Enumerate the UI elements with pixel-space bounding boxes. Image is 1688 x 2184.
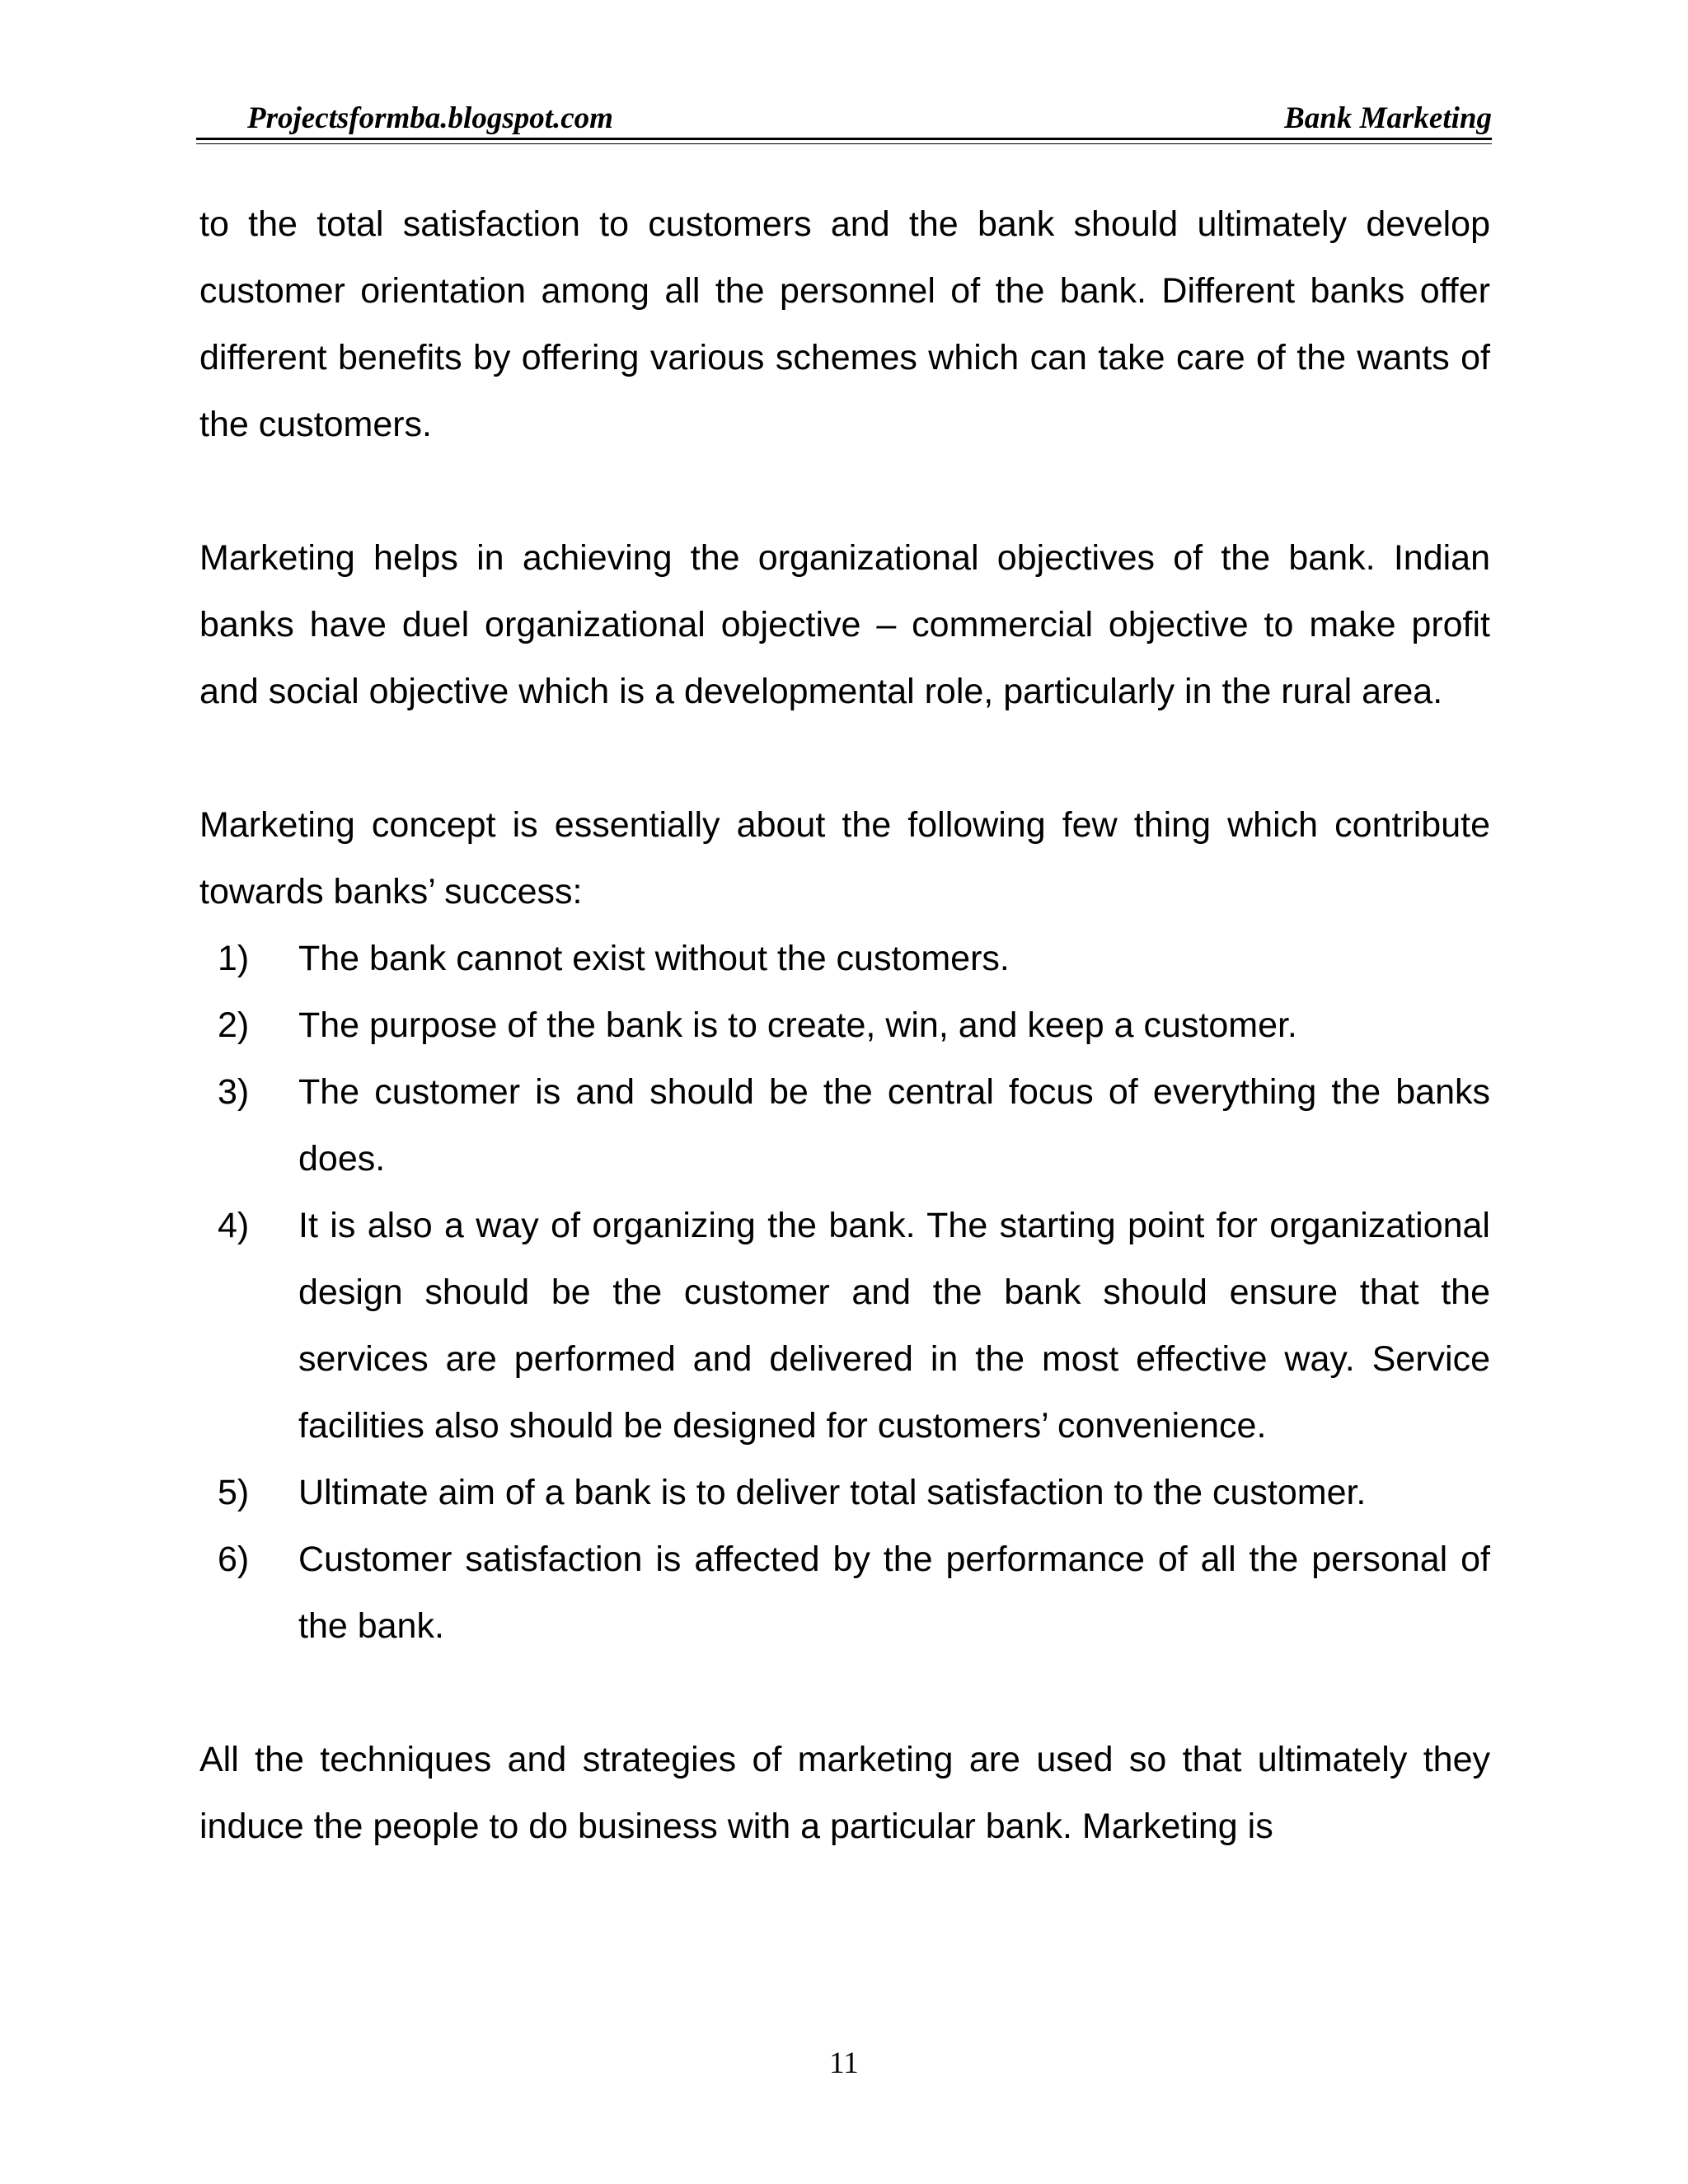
list-item-text: The bank cannot exist without the customers.	[298, 939, 1010, 978]
list-item	[199, 926, 1490, 992]
list-item-text: The purpose of the bank is to create, win, and keep a customer.	[298, 1005, 1297, 1045]
header-rule-thin	[196, 143, 1492, 144]
list-item-text: Customer satisfaction is affected by the performance of all the personal of the bank.	[298, 1540, 1490, 1646]
list-item-number: 1)	[218, 939, 250, 978]
list-item-number: 6)	[218, 1540, 250, 1579]
list-item-text: It is also a way of organizing the bank. The starting point for organizational design should be the customer and the bank should ensure that the services are performed and delivered in the most effective way. Service facilities also should be designed for customers’ convenience.	[298, 1206, 1490, 1446]
header-rule	[196, 138, 1492, 140]
list-item-number: 4)	[218, 1206, 250, 1245]
paragraph-closing: All the techniques and strategies of marketing are used so that ultimately they induce the people to do business with a particular bank. Marketing is	[199, 1740, 1490, 1846]
numbered-list	[199, 926, 1490, 1660]
body-text	[199, 191, 1490, 1860]
list-item	[199, 1059, 1490, 1193]
list-item-text: The customer is and should be the central focus of everything the banks does.	[298, 1072, 1490, 1179]
list-item	[199, 992, 1490, 1059]
list-item-number: 5)	[218, 1473, 250, 1512]
header-site-name: Projectsformba.blogspot.com	[247, 101, 613, 135]
paragraph-3: Marketing concept is essentially about the following few thing which contribute towards banks’ success:	[199, 805, 1490, 912]
list-item	[199, 1193, 1490, 1460]
list-item-text: Ultimate aim of a bank is to deliver total satisfaction to the customer.	[298, 1473, 1367, 1512]
list-item-number: 3)	[218, 1072, 250, 1112]
list-item-number: 2)	[218, 1005, 250, 1045]
paragraph-2: Marketing helps in achieving the organizational objectives of the bank. Indian banks have duel organizational objective – commercial objective to make profit and social objective which is a developmental role, particularly in the rural area.	[199, 538, 1490, 711]
header-title: Bank Marketing	[1284, 101, 1492, 135]
page-number: 11	[829, 2046, 859, 2080]
paragraph-1: to the total satisfaction to customers and the bank should ultimately develop customer orientation among all the personnel of the bank. Different banks offer different benefits by offering various schemes which can take care of the wants of the customers.	[199, 204, 1490, 444]
running-header	[196, 97, 1492, 143]
list-item	[199, 1460, 1490, 1526]
list-item	[199, 1526, 1490, 1660]
